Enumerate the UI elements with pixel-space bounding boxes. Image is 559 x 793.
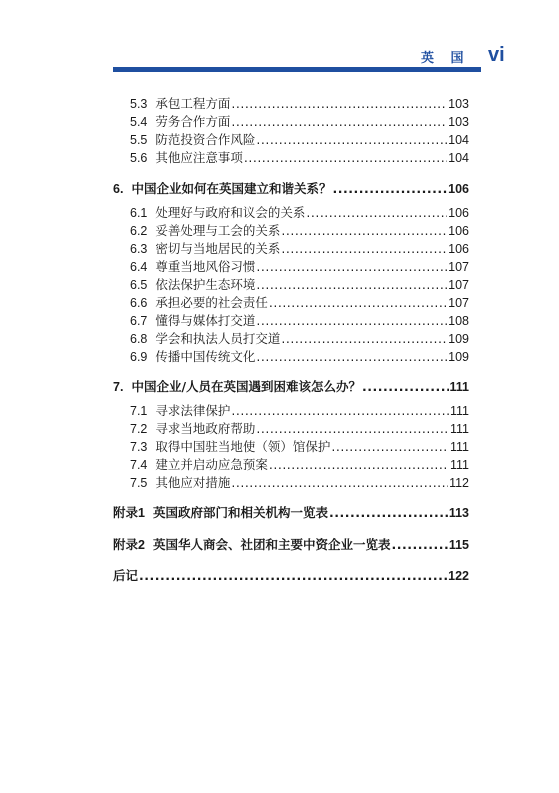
toc-leader-dots: [281, 330, 447, 348]
toc-entry-7-4[interactable]: [130, 456, 469, 474]
toc-entry-6-7[interactable]: [130, 312, 469, 330]
toc-entry-title: 其他应注意事项: [155, 150, 243, 165]
toc-leader-dots: [256, 420, 449, 438]
toc-leader-dots: [256, 258, 447, 276]
toc-entry-7-1[interactable]: [130, 402, 469, 420]
toc-entry-page: 111: [449, 404, 469, 418]
toc-entry-6-1[interactable]: [130, 204, 469, 222]
toc-entry-number: 6.9: [130, 350, 148, 364]
toc-entry-title: 依法保护生态环境: [155, 277, 256, 292]
toc-leader-dots: [269, 294, 447, 312]
toc-entry-page: 106: [448, 224, 469, 238]
toc-entry-page: 107: [448, 278, 469, 292]
toc-entry-page: 111: [449, 380, 469, 394]
toc-entry-page: 103: [448, 115, 469, 129]
toc-leader-dots: [331, 438, 449, 456]
toc-entry-number: 7.2: [130, 422, 148, 436]
toc-entry-title: 懂得与媒体打交道: [155, 313, 256, 328]
toc-entry-page: 108: [448, 314, 469, 328]
toc-entry-title: 中国企业/人员在英国遇到困难该怎么办？: [131, 379, 362, 394]
toc-entry-7-3[interactable]: [130, 438, 469, 456]
toc-entry-6-4[interactable]: [130, 258, 469, 276]
toc-chapter-7[interactable]: [113, 378, 469, 396]
toc-entry-page: 111: [449, 440, 469, 454]
toc-entry-page: 111: [449, 458, 469, 472]
toc-entry-title: 取得中国驻当地使（领）馆保护: [155, 439, 331, 454]
toc-leader-dots: [281, 222, 447, 240]
toc-entry-number: 5.5: [130, 133, 148, 147]
toc-entry-title: 寻求法律保护: [155, 403, 231, 418]
toc-entry-title: 学会和执法人员打交道: [155, 331, 281, 346]
toc-entry-6-3[interactable]: [130, 240, 469, 258]
toc-leader-dots: [139, 567, 447, 585]
toc-entry-title: 密切与当地居民的关系: [155, 241, 281, 256]
toc-entry-page: 111: [449, 422, 469, 436]
toc-leader-dots: [256, 348, 447, 366]
toc-leader-dots: [362, 378, 449, 396]
toc-entry-number: 7.4: [130, 458, 148, 472]
toc-leader-dots: [231, 95, 447, 113]
toc-entry-6-5[interactable]: [130, 276, 469, 294]
toc-entry-page: 103: [448, 97, 469, 111]
toc-entry-number: 7.3: [130, 440, 148, 454]
toc-entry-page: 113: [448, 506, 469, 520]
toc-appendix-1[interactable]: [113, 504, 469, 522]
toc-entry-page: 106: [448, 242, 469, 256]
toc-entry-number: 6.8: [130, 332, 148, 346]
toc-entry-number: 5.4: [130, 115, 148, 129]
toc-entry-number: 5.6: [130, 151, 148, 165]
toc-appendix-2[interactable]: [113, 536, 469, 554]
toc-entry-title: 劳务合作方面: [155, 114, 231, 129]
toc-entry-title: 寻求当地政府帮助: [155, 421, 256, 436]
toc-entry-number: 6.: [113, 182, 124, 196]
toc-entry-title: 英国华人商会、社团和主要中资企业一览表: [152, 537, 391, 552]
toc-entry-title: 建立并启动应急预案: [155, 457, 268, 472]
toc-entry-page: 107: [448, 296, 469, 310]
toc-leader-dots: [281, 240, 447, 258]
page-number: vi: [488, 44, 505, 66]
toc-entry-title: 传播中国传统文化: [155, 349, 256, 364]
toc-leader-dots: [231, 113, 447, 131]
toc-entry-title: 处理好与政府和议会的关系: [155, 205, 306, 220]
toc-entry-number: 附录2: [113, 538, 145, 552]
toc-entry-title: 承担必要的社会责任: [155, 295, 268, 310]
toc-entry-page: 106: [448, 182, 469, 196]
toc-entry-number: 附录1: [113, 506, 145, 520]
toc-entry-number: 6.4: [130, 260, 148, 274]
toc-entry-5-3[interactable]: [130, 95, 469, 113]
toc-entry-6-9[interactable]: [130, 348, 469, 366]
toc-entry-5-4[interactable]: [130, 113, 469, 131]
toc-entry-title: 承包工程方面: [155, 96, 231, 111]
toc-entry-page: 115: [448, 538, 469, 552]
toc-entry-6-2[interactable]: [130, 222, 469, 240]
toc-entry-title: 英国政府部门和相关机构一览表: [152, 505, 328, 520]
toc-chapter-6[interactable]: [113, 180, 469, 198]
toc-entry-page: 106: [448, 206, 469, 220]
toc-entry-number: 6.3: [130, 242, 148, 256]
toc-entry-number: 6.2: [130, 224, 148, 238]
toc-entry-number: 6.7: [130, 314, 148, 328]
toc-entry-title: 防范投资合作风险: [155, 132, 256, 147]
toc-entry-number: 7.1: [130, 404, 148, 418]
toc-leader-dots: [256, 131, 447, 149]
toc-entry-page: 109: [448, 332, 469, 346]
toc-entry-number: 6.5: [130, 278, 148, 292]
toc-leader-dots: [231, 474, 448, 492]
toc-entry-title: 中国企业如何在英国建立和谐关系？: [131, 181, 332, 196]
toc-entry-6-6[interactable]: [130, 294, 469, 312]
toc-entry-5-5[interactable]: [130, 131, 469, 149]
toc-entry-page: 104: [448, 151, 469, 165]
toc-afterword[interactable]: [113, 567, 469, 585]
toc-entry-5-6[interactable]: [130, 149, 469, 167]
toc-entry-page: 112: [449, 476, 469, 490]
toc-leader-dots: [256, 276, 447, 294]
toc-entry-7-2[interactable]: [130, 420, 469, 438]
toc-entry-page: 107: [448, 260, 469, 274]
toc-entry-number: 7.: [113, 380, 124, 394]
toc-entry-page: 109: [448, 350, 469, 364]
toc-entry-page: 104: [448, 133, 469, 147]
toc-entry-title: 尊重当地风俗习惯: [155, 259, 256, 274]
toc-entry-6-8[interactable]: [130, 330, 469, 348]
toc-leader-dots: [244, 149, 447, 167]
toc-leader-dots: [269, 456, 449, 474]
toc-entry-7-5[interactable]: [130, 474, 469, 492]
toc-entry-title: 后记: [113, 568, 139, 583]
toc-entry-title: 妥善处理与工会的关系: [155, 223, 281, 238]
toc-entry-number: 6.6: [130, 296, 148, 310]
toc-leader-dots: [231, 402, 449, 420]
header-title: 英 国: [421, 51, 470, 66]
toc-leader-dots: [391, 536, 447, 554]
toc-leader-dots: [306, 204, 447, 222]
toc-leader-dots: [256, 312, 447, 330]
toc-entry-number: 6.1: [130, 206, 148, 220]
toc-entry-page: 122: [448, 569, 469, 583]
toc-entry-number: 5.3: [130, 97, 148, 111]
toc-entry-title: 其他应对措施: [155, 475, 231, 490]
toc-leader-dots: [332, 180, 447, 198]
toc-entry-number: 7.5: [130, 476, 148, 490]
toc-leader-dots: [329, 504, 448, 522]
